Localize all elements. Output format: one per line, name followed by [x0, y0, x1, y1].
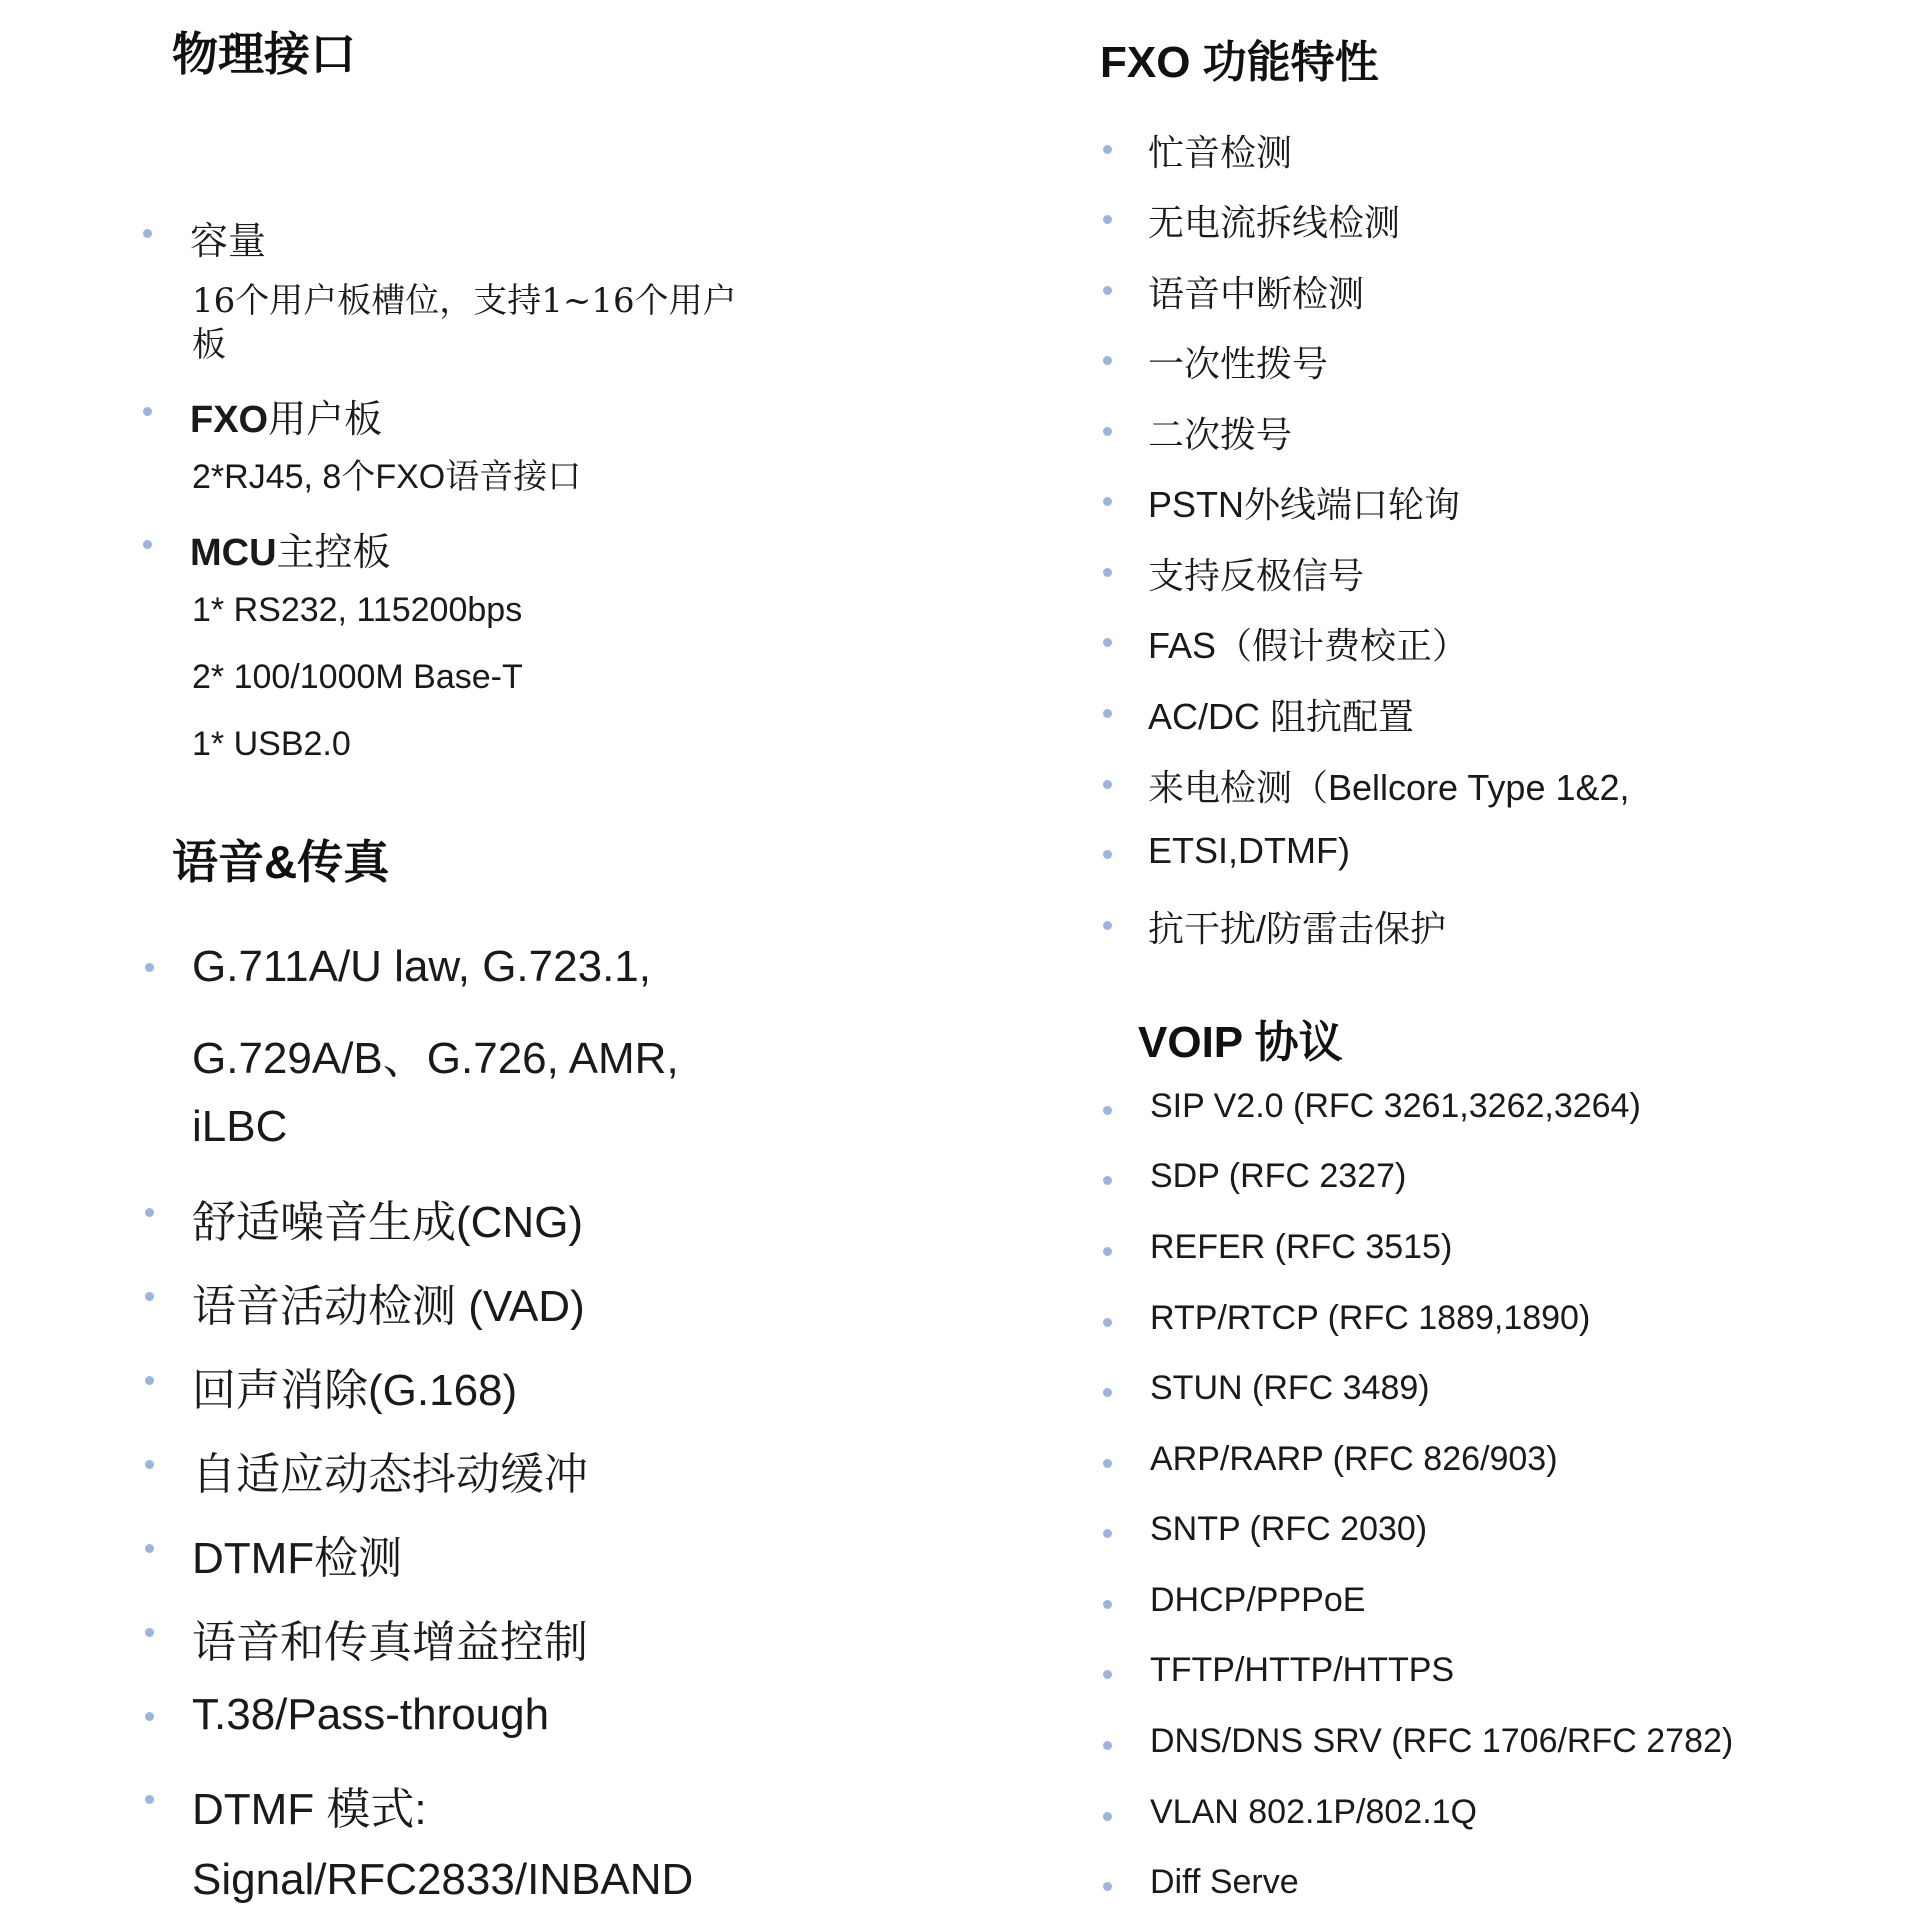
fxo-item-no-current-disconnect: 无电流拆线检测: [1148, 202, 1401, 243]
bullet-icon: [1103, 215, 1112, 224]
section-title-fxo-features: FXO 功能特性: [1100, 38, 1379, 87]
protocol-tftp-http: TFTP/HTTP/HTTPS: [1150, 1651, 1455, 1689]
bullet-icon: [1103, 568, 1112, 577]
bullet-icon: [1103, 1176, 1112, 1185]
list-item-codecs-line-2: G.729A/B、G.726, AMR,: [192, 1034, 679, 1083]
bullet-icon: [145, 1795, 154, 1804]
list-item-codecs-line-3: iLBC: [192, 1102, 288, 1151]
list-item-dtmf-mode-values: Signal/RFC2833/INBAND: [192, 1855, 694, 1904]
mcu-detail-usb: 1* USB2.0: [192, 725, 351, 763]
fxo-item-one-stage-dial: 一次性拨号: [1148, 343, 1329, 384]
protocol-dns: DNS/DNS SRV (RFC 1706/RFC 2782): [1150, 1722, 1734, 1760]
fxo-item-caller-id-cont: ETSI,DTMF): [1148, 830, 1350, 871]
list-item-capacity: 容量: [190, 221, 267, 263]
protocol-sntp: SNTP (RFC 2030): [1150, 1510, 1428, 1548]
fxo-board-detail: 2*RJ45, 8个FXO语音接口: [192, 458, 582, 496]
bullet-icon: [1103, 1670, 1112, 1679]
fxo-item-pstn-polling: PSTN外线端口轮询: [1148, 484, 1461, 525]
mcu-detail-ethernet: 2* 100/1000M Base-T: [192, 658, 523, 696]
bullet-icon: [145, 1544, 154, 1553]
section-title-voice-fax: 语音&传真: [172, 836, 390, 888]
fxo-item-impedance: AC/DC 阻抗配置: [1148, 696, 1415, 737]
bullet-icon: [143, 407, 152, 416]
list-item-dtmf-detect: DTMF检测: [192, 1534, 403, 1583]
bullet-icon: [145, 1292, 154, 1301]
list-item-cng: 舒适噪音生成(CNG): [192, 1198, 584, 1247]
fxo-item-caller-id: 来电检测（Bellcore Type 1&2,: [1148, 767, 1630, 808]
bullet-icon: [145, 1628, 154, 1637]
list-item-echo-cancel: 回声消除(G.168): [192, 1366, 518, 1415]
list-item-gain-control: 语音和传真增益控制: [192, 1618, 588, 1667]
bullet-icon: [145, 1376, 154, 1385]
section-title-physical-interface: 物理接口: [172, 28, 356, 80]
bullet-icon: [145, 1712, 154, 1721]
fxo-item-surge-protection: 抗干扰/防雷击保护: [1148, 908, 1447, 949]
list-item-fxo-board: FXO用户板: [190, 399, 383, 441]
bullet-icon: [1103, 427, 1112, 436]
bullet-icon: [145, 1460, 154, 1469]
protocol-diffserv: Diff Serve: [1150, 1863, 1299, 1901]
fxo-item-two-stage-dial: 二次拨号: [1148, 414, 1293, 455]
protocol-sip: SIP V2.0 (RFC 3261,3262,3264): [1150, 1087, 1641, 1125]
bullet-icon: [1103, 1882, 1112, 1891]
fxo-item-polarity-reversal: 支持反极信号: [1148, 555, 1365, 596]
bullet-icon: [1103, 850, 1112, 859]
capacity-detail-line-1: 16个用户板槽位，支持1~16个用户: [192, 281, 737, 321]
protocol-rtp-rtcp: RTP/RTCP (RFC 1889,1890): [1150, 1299, 1591, 1337]
list-item-jitter-buffer: 自适应动态抖动缓冲: [192, 1450, 588, 1499]
protocol-sdp: SDP (RFC 2327): [1150, 1157, 1407, 1195]
protocol-arp-rarp: ARP/RARP (RFC 826/903): [1150, 1440, 1558, 1478]
bullet-icon: [1103, 1741, 1112, 1750]
bullet-icon: [1103, 921, 1112, 930]
list-item-mcu-board: MCU主控板: [190, 532, 391, 574]
mcu-detail-rs232: 1* RS232, 115200bps: [192, 591, 523, 629]
bullet-icon: [1103, 356, 1112, 365]
fxo-item-voice-interrupt: 语音中断检测: [1148, 273, 1365, 314]
bullet-icon: [143, 540, 152, 549]
list-item-dtmf-mode: DTMF 模式:: [192, 1785, 427, 1834]
capacity-detail-line-2: 板: [192, 325, 226, 365]
bullet-icon: [1103, 1600, 1112, 1609]
list-item-codecs-line-1: G.711A/U law, G.723.1,: [192, 942, 651, 991]
bullet-icon: [145, 963, 154, 972]
bullet-icon: [1103, 1388, 1112, 1397]
protocol-stun: STUN (RFC 3489): [1150, 1369, 1430, 1407]
bullet-icon: [1103, 497, 1112, 506]
fxo-item-fas: FAS（假计费校正）: [1148, 625, 1469, 666]
bullet-icon: [1103, 1247, 1112, 1256]
bullet-icon: [1103, 1318, 1112, 1327]
list-item-vad: 语音活动检测 (VAD): [192, 1282, 585, 1331]
bullet-icon: [1103, 780, 1112, 789]
bullet-icon: [1103, 145, 1112, 154]
bullet-icon: [1103, 709, 1112, 718]
bullet-icon: [1103, 1459, 1112, 1468]
bullet-icon: [1103, 286, 1112, 295]
protocol-dhcp-pppoe: DHCP/PPPoE: [1150, 1581, 1366, 1619]
bullet-icon: [1103, 638, 1112, 647]
bullet-icon: [1103, 1812, 1112, 1821]
bullet-icon: [143, 229, 152, 238]
protocol-vlan: VLAN 802.1P/802.1Q: [1150, 1793, 1478, 1831]
protocol-refer: REFER (RFC 3515): [1150, 1228, 1453, 1266]
bullet-icon: [145, 1208, 154, 1217]
bullet-icon: [1103, 1106, 1112, 1115]
fxo-item-busy-tone: 忙音检测: [1148, 132, 1293, 173]
list-item-t38: T.38/Pass-through: [192, 1690, 550, 1739]
bullet-icon: [1103, 1529, 1112, 1538]
section-title-voip-protocols: VOIP 协议: [1138, 1018, 1343, 1067]
